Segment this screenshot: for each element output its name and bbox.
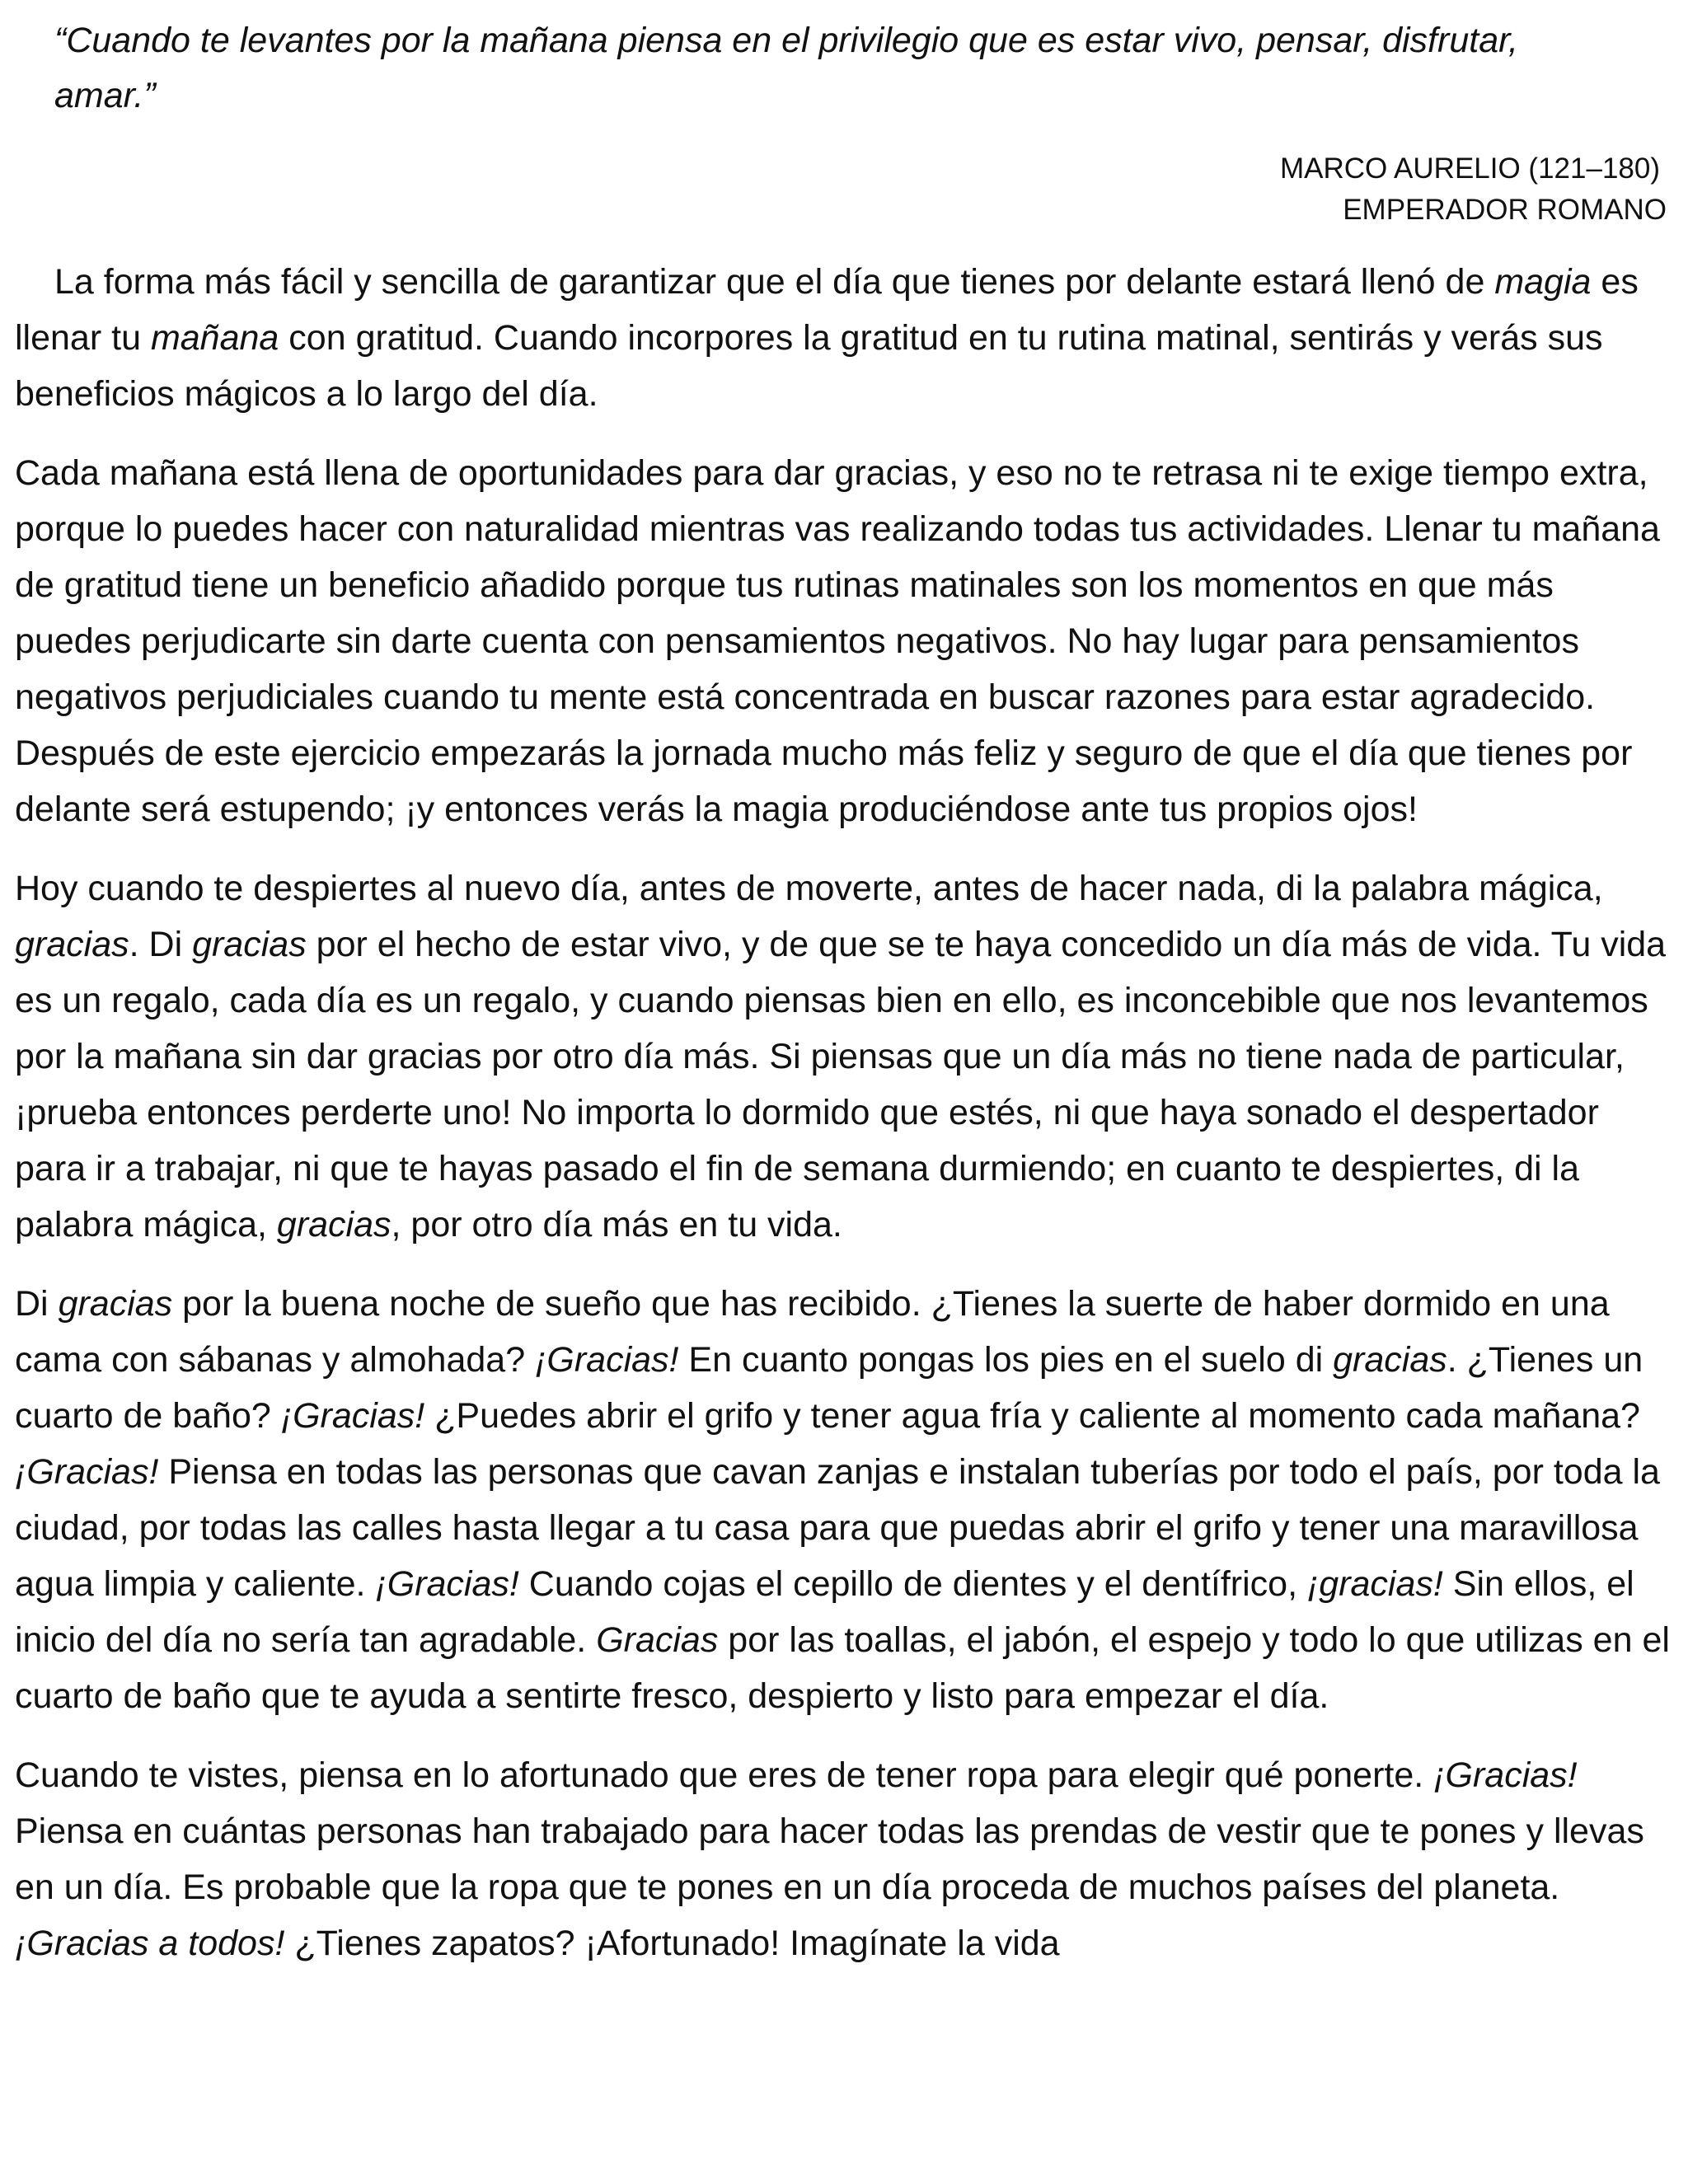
epigraph-quote: “Cuando te levantes por la mañana piensa en el privilegio que es estar vivo, pensar, disfrutar, amar.” [54,21,1518,115]
paragraph [15,445,1672,837]
text-run: . ¿Tienes un cuarto de baño? [15,1340,1643,1436]
document-page [15,13,1672,1994]
text-run: , por otro día más en tu vida. [391,1205,842,1244]
paragraph [15,254,1672,422]
text-run: con gratitud. Cuando incorpores la gratitud en tu rutina matinal, sentirás y verás sus beneficios mágicos a lo largo del día. [15,318,1603,414]
italic-text: mañana [150,318,279,358]
italic-text: ¡Gracias! [535,1340,679,1380]
text-run: . Di [129,925,193,964]
text-run: Piensa en cuántas personas han trabajado para hacer todas las prendas de vestir que te pones y llevas en un día. Es probable que la ropa que te pones en un día proceda de muchos países del planeta. [15,1811,1644,1907]
italic-text: ¡Gracias a todos! [15,1924,285,1963]
italic-text: ¡Gracias! [375,1564,519,1604]
text-run: por el hecho de estar vivo, y de que se te haya concedido un día más de vida. Tu vida es un regalo, cada día es un regalo, y cuando piensas bien en ello, es inconcebible que nos levantemos por la mañana sin dar gracias por otro día más. Si piensas que un día más no tiene nada de particular, ¡prueba entonces perderte uno! No importa lo dormido que estés, ni que haya sonado el despertador para ir a trabajar, ni que te hayas pasado el fin de semana durmiendo; en cuanto te despiertes, di la palabra mágica, [15,925,1667,1244]
text-run: En cuanto pongas los pies en el suelo di [678,1340,1334,1380]
epigraph-attribution [15,148,1672,231]
text-run: Cuando cojas el cepillo de dientes y el dentífrico, [518,1564,1307,1604]
text-run: Di [15,1284,59,1324]
text-run: La forma más fácil y sencilla de garantizar que el día que tienes por delante estará llenó de [54,262,1495,302]
text-run: ¿Tienes zapatos? ¡Afortunado! Imagínate la vida [284,1924,1060,1963]
attribution-role: EMPERADOR ROMANO [1343,194,1667,226]
italic-text: gracias [58,1284,173,1324]
italic-text: gracias [192,925,307,964]
paragraph [15,1747,1672,1971]
text-run: Hoy cuando te despiertes al nuevo día, antes de moverte, antes de hacer nada, di la palabra mágica, [15,869,1603,908]
italic-text: ¡Gracias! [1433,1755,1578,1795]
italic-text: magia [1494,262,1592,302]
italic-text: Gracias [596,1620,719,1660]
text-run: Sin ellos, el inicio del día no sería tan agradable. [15,1564,1634,1660]
italic-text: gracias [15,925,129,964]
text-run: por las toallas, el jabón, el espejo y todo lo que utilizas en el cuarto de baño que te ayuda a sentirte fresco, despierto y listo para empezar el día. [15,1620,1670,1716]
italic-text: gracias [1333,1340,1447,1380]
body-text [15,254,1672,1971]
text-run: Piensa en todas las personas que cavan zanjas e instalan tuberías por todo el país, por toda la ciudad, por todas las calles hasta llegar a tu casa para que puedas abrir el grifo y tener una maravillosa agua limpia y caliente. [15,1452,1660,1604]
italic-text: ¡Gracias! [15,1452,159,1492]
attribution-author: MARCO AURELIO (121–180) [1279,152,1660,185]
paragraph [15,860,1672,1253]
text-run: por la buena noche de sueño que has recibido. ¿Tienes la suerte de haber dormido en una cama con sábanas y almohada? [15,1284,1610,1380]
italic-text: gracias [276,1205,392,1244]
italic-text: ¡gracias! [1306,1564,1443,1604]
paragraph [15,1276,1672,1724]
text-run: Cada mañana está llena de oportunidades para dar gracias, y eso no te retrasa ni te exige tiempo extra, porque lo puedes hacer con naturalidad mientras vas realizando todas tus actividades. Llenar tu mañana de gratitud tiene un beneficio añadido porque tus rutinas matinales son los momentos en que más puedes perjudicarte sin darte cuenta con pensamientos negativos. No hay lugar para pensamientos negativos perjudiciales cuando tu mente está concentrada en buscar razones para estar agradecido. Después de este ejercicio empezarás la jornada mucho más feliz y seguro de que el día que tienes por delante será estupendo; ¡y entonces verás la magia produciéndose ante tus propios ojos! [15,453,1660,829]
text-run: Cuando te vistes, piensa en lo afortunado que eres de tener ropa para elegir qué ponerte. [15,1755,1434,1795]
italic-text: ¡Gracias! [280,1396,425,1436]
text-run: es llenar tu [15,262,1639,358]
text-run: ¿Puedes abrir el grifo y tener agua fría y caliente al momento cada mañana? [424,1396,1640,1436]
